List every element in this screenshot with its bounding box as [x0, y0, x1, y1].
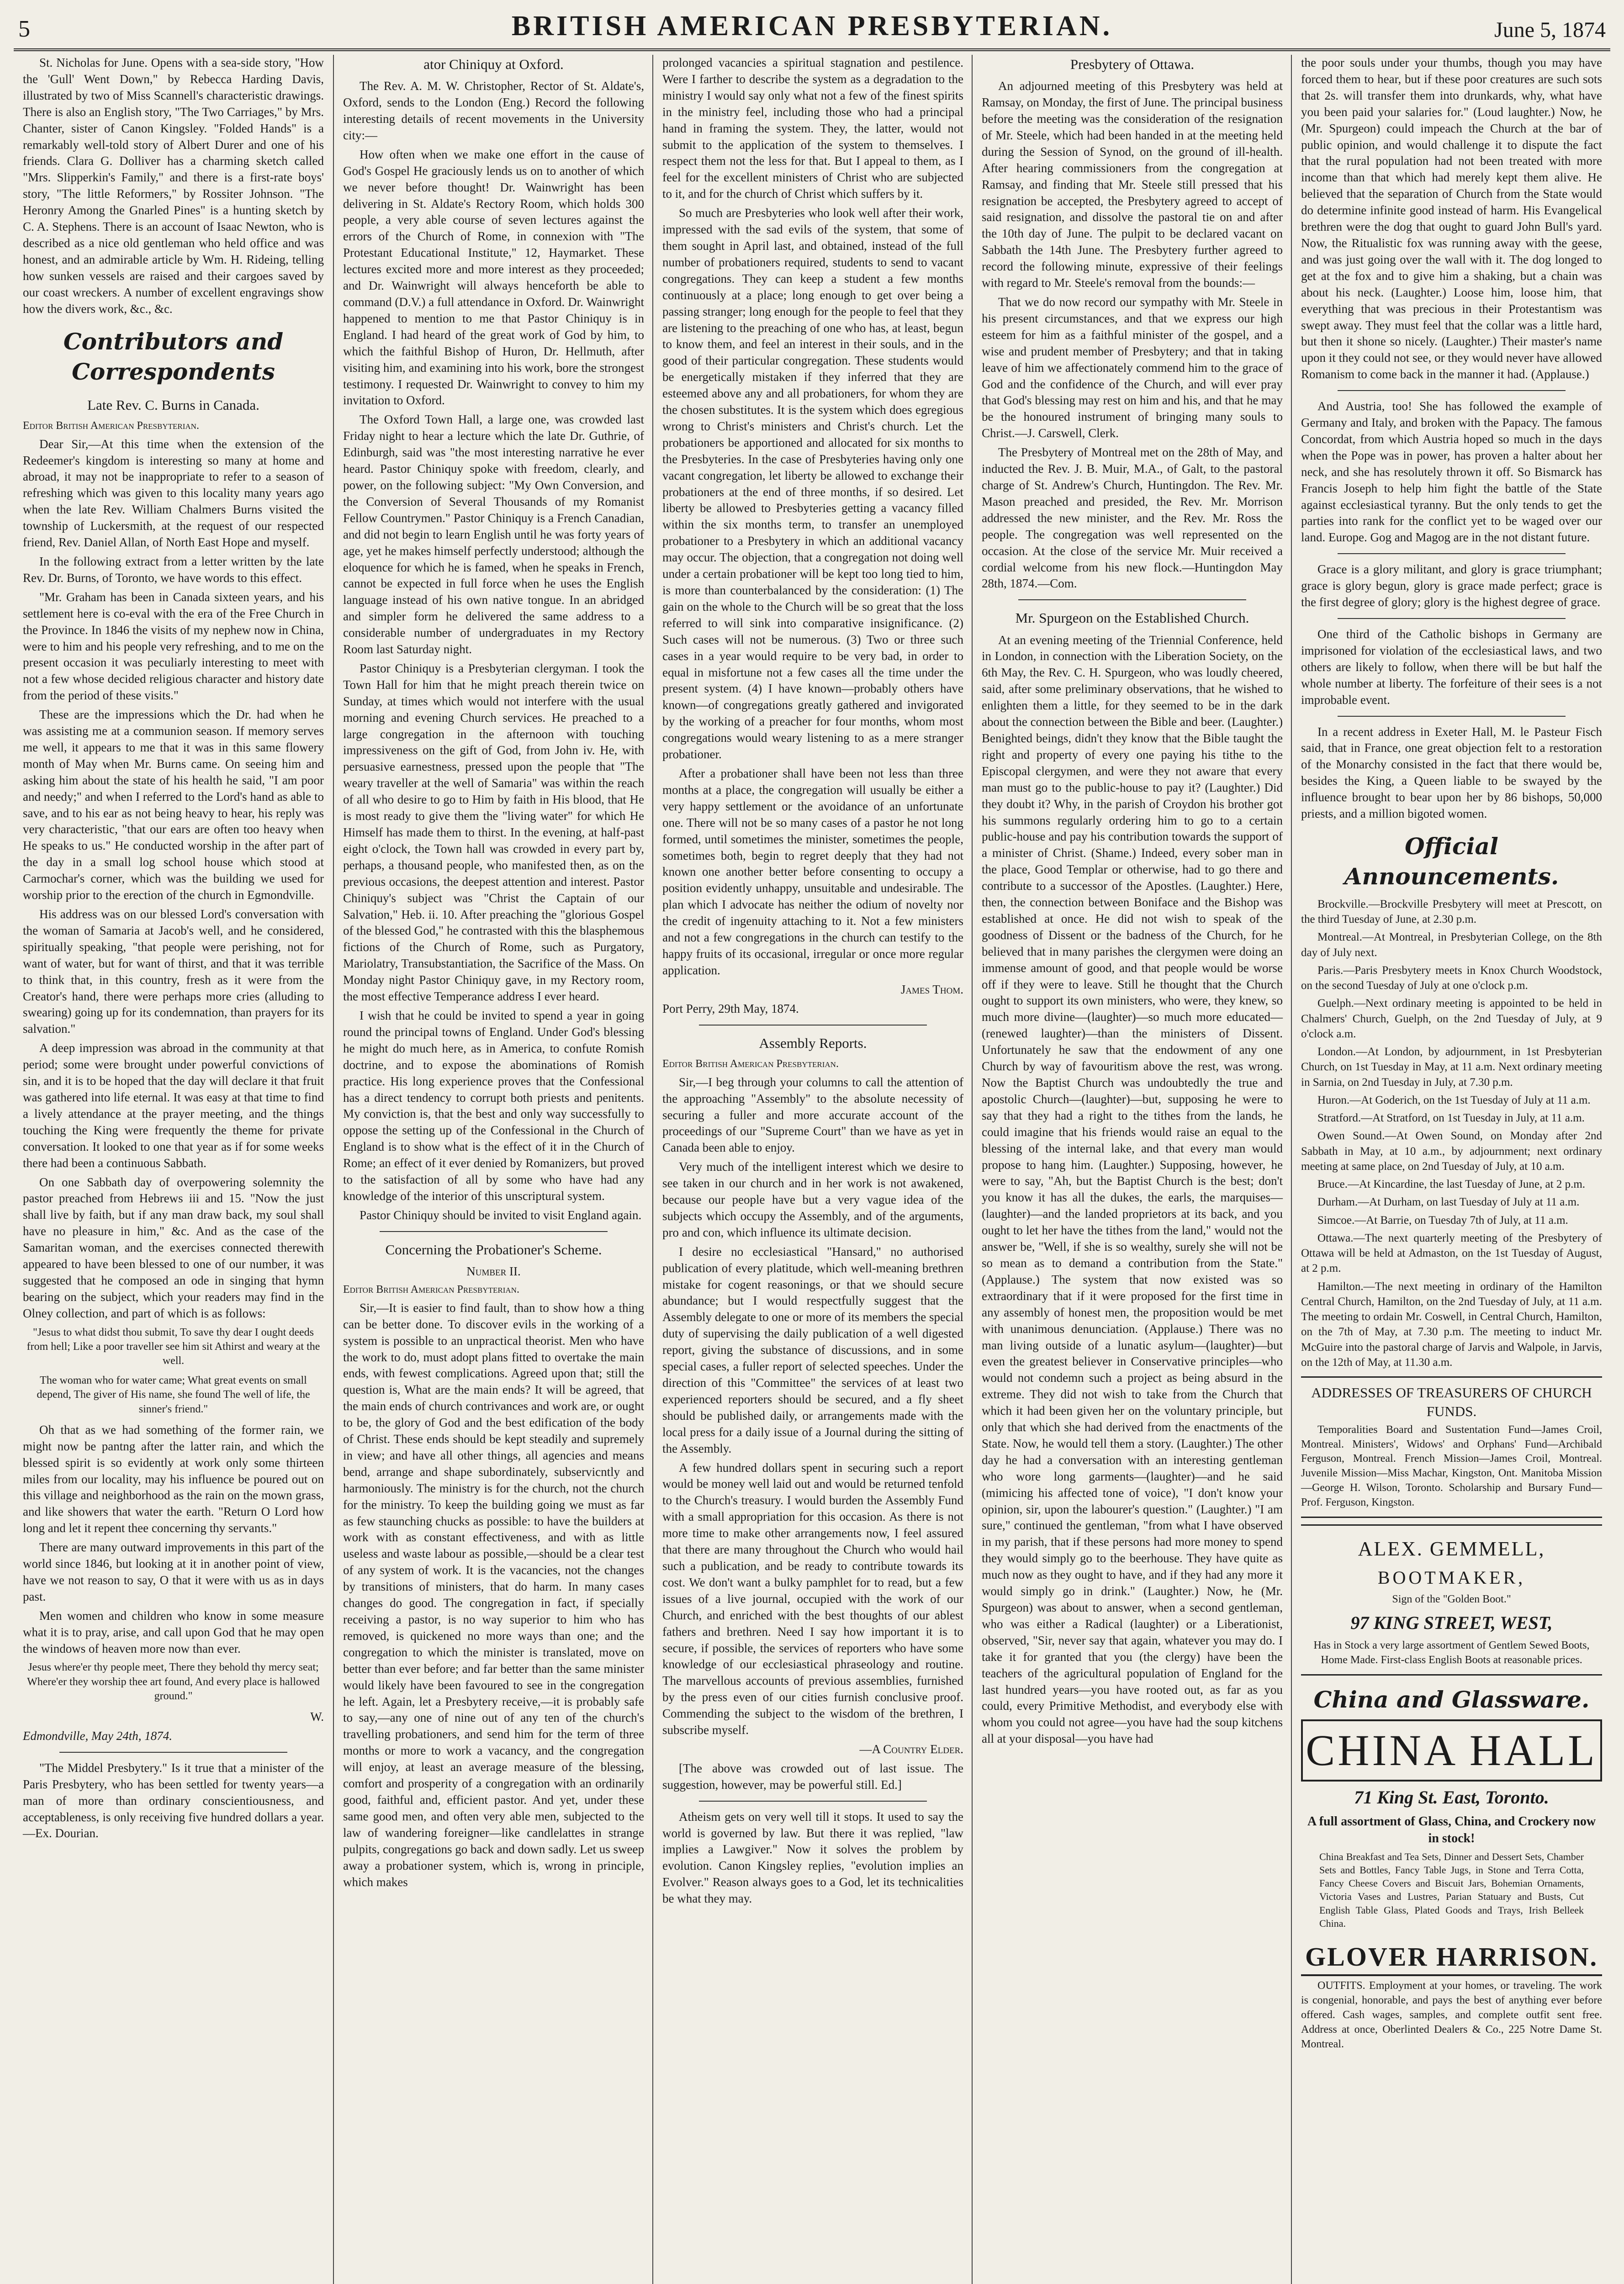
divider [1018, 599, 1246, 600]
announcement-item: Huron.—At Goderich, on the 1st Tuesday of July at 11 a.m. [1317, 1094, 1591, 1106]
announcement-item: Ottawa.—The next quarterly meeting of the Presbytery of Ottawa will be held at Admaston, on the 1st Tuesday of August, at 2 p.m. [1301, 1232, 1602, 1275]
paragraph: Oh that as we had something of the former rain, we might now be pantng after the latter rain, and which the blessed spirit is so evidently at work only some thirteen miles from our locality, may his influence be poured out on this village and neighborhood as the rain on the mown grass, and like showers that water the earth. "Return O Lord how long and let it repent thee concerning thy servants." [23, 1422, 324, 1535]
announcement-item: Simcoe.—At Barrie, on Tuesday 7th of July, at 11 a.m. [1317, 1214, 1568, 1227]
paragraph: Pastor Chiniquy is a Presbyterian clergyman. I took the Town Hall for him that he might preach therein twice on Sunday, at times which would not interfere with the usual morning and evening Church services. He preached to a large congregation in the afternoon with touching impressiveness on the gift of God, from John iv. He, with persuasive earnestness, pressed upon the people that "The weary traveller at the well of Samaria" was within the reach of all who desire to go to Him by faith in His blood, that He is most ready to give them the "living water" for which He Himself has made them to thirst. In the evening, at half-past eight o'clock, the Town hall was crowded in every part by, perhaps, a thousand people, who manifested then, as on the previous occasions, the deepest attention and interest. Pastor Chiniquy's subject was "Christ the Captain of our Salvation," Heb. ii. 10. After preaching the "glorious Gospel of the blessed God," he contrasted with this the blasphemous fictions of the Church of Rome, such as Purgatory, Mariolatry, Transubstantiation, the Sacrifice of the Mass. On Monday night Pastor Chiniquy gave, in my Rectory room, the most effective Temperance address I ever heard. [343, 661, 644, 1004]
column-3 [652, 55, 973, 2284]
announcement-item: Brockville.—Brockville Presbytery will meet at Prescott, on the third Tuesday of June, at 2.30 p.m. [1301, 898, 1602, 926]
divider [1338, 716, 1566, 717]
advert-text: Has in Stock a very large assortment of Gentlem Sewed Boots, Home Made. First-class English Boots at reasonable prices. [1313, 1639, 1590, 1666]
advert-china-address: 71 King St. East, Toronto. [1354, 1787, 1549, 1808]
paragraph: And Austria, too! She has followed the example of Germany and Italy, and broken with the Papacy. The famous Concordat, from which Austria hoped so much in the days when the Pope was in power, has proven a halter about her neck, and she has resolutely thrown it off. So Bismarck has Francis Joseph to help him fight the battle of the State against ecclesiastical tyranny. But the only tends to get the parties into rank for the conflict yet to be waged over our land. Europe. Gog and Magog are in the not distant future. [1301, 399, 1602, 545]
paragraph: So much are Presbyteries who look well after their work, impressed with the sad evils of the system, that some of them sought in April last, and obtained, instead of the full number of probationers required, students to send to vacant congregations. They can keep a student a few months continuously at a place; long enough to get over being a passing stranger; long enough for the people to feel that they are listening to the preaching of one who has, at least, begun to know them, and feel an interest in their souls, and in the good of their particular congregation. These students would be energetically mistaken if they inferred that they are esteemed above any and all probationers, for whom they are the chosen substitutes. It is the system which does egregious wrong to Christ's ministers and Christ's church. Let the probationers be apportioned and allocated for six months to the Presbyteries. In the case of Presbyteries having only one vacant congregation, let liberty be allowed to exchange their probationers at the end of three months, if so desired. Let liberty be allowed to Presbyteries getting a vacancy filled within the six months term, to transfer an unemployed probationer to a Presbytery in which an additional vacancy may occur. The objection, that a congregation not doing well under a certain probationer will be kept too long tied to him, is more than counterbalanced by the consideration: (1) The gain on the whole to the Church will be so great that the loss referred to will sink into comparative insignificance. (2) Such cases will not be numerous. (3) Two or three such cases in a year would require to be very bad, in order to equal in misfortune not a few cases all the time under the present system. (4) I have known—probably others have known—of congregations greatly gathered and invigorated by the working of a preacher for four months, whom most congregations would weary listening to as a mere stranger probationer. [662, 206, 963, 761]
paragraph: The Presbytery of Montreal met on the 28th of May, and inducted the Rev. J. B. Muir, M.A., of Galt, to the pastoral charge of St. Andrew's Church, Huntingdon. The Rev. Mr. Mason preached and presided, the Rev. Mr. Morrison addressed the new minister, and the Rev. Mr. Ross the people. The congregation was well represented on the occasion. At the close of the service Mr. Muir received a cordial welcome from his new flock.—Huntingdon May 28th, 1874.—Com. [982, 445, 1283, 591]
announcement-item: Paris.—Paris Presbytery meets in Knox Church Woodstock, on the second Tuesday of July at one o'clock p.m. [1301, 964, 1602, 992]
advert-glover-harrison: GLOVER HARRISON. [1301, 1939, 1602, 1976]
paragraph: Dear Sir,—At this time when the extension of the Redeemer's kingdom is interesting so many at home and abroad, it may not be inappropriate to refer to a season of refreshing which was given to this locality many years ago when the late Rev. William Chalmers Burns visited the township of Luckersmith, at the request of our respected friend, Rev. Daniel Allan, of North East Hope and myself. [23, 437, 324, 550]
divider [1338, 618, 1566, 619]
advert-china-items: China Breakfast and Tea Sets, Dinner and Dessert Sets, Chamber Sets and Bottles, Fancy Table Jugs, in Stone and Terra Cotta, Fancy Cheese Covers and Biscuit Jars, Bohemian Ornaments, Victoria Vases and Lustres, Parian Statuary and Busts, Cut English Table Glass, Plated Goods and Trays, Irish Belleek China. [1319, 1850, 1584, 1929]
article-addressee: Editor British American Presbyterian. [23, 419, 199, 432]
issue-date: June 5, 1874 [1494, 18, 1606, 42]
paragraph: A deep impression was abroad in the community at that period; some were brought under powerful convictions of sin, and it is to be hoped that the day will declare it that fruit was gathered into life eternal. It was easy at that time to find a lively attendance at the prayer meeting, and the things touching the King were frequently the theme for private conversation. It looked to one that year as if for some weeks there had been a continuous Sabbath. [23, 1041, 324, 1170]
paragraph: "Mr. Graham has been in Canada sixteen years, and his settlement here is co-eval with the era of the Free Church in the Province. In 1846 the visits of my nephew now in China, were to him and his people very refreshing, and to me on the present occasion it was peculiarly interesting to meet with not a few whose decided religious character and history date from the period of these visits." [23, 590, 324, 703]
paragraph: One third of the Catholic bishops in Germany are imprisoned for violation of the ecclesiastical laws, and two others are likely to follow, when there will be but half the whole number at liberty. The forfeiture of their sees is a not improbable event. [1301, 627, 1602, 707]
treasurers-box [1301, 1376, 1602, 1518]
article-heading-burns: Late Rev. C. Burns in Canada. [87, 397, 259, 413]
paragraph: In the following extract from a letter written by the late Rev. Dr. Burns, of Toronto, we have words to this effect. [23, 554, 324, 585]
paragraph: His address was on our blessed Lord's conversation with the woman of Samaria at Jacob's well, and he considered, spiritually speaking, "that people were perishing, not for want of water, but for want of thirst, and that it was terrible to think that, in this country, fresh as it were from the Creator's hand, there were perhaps more cries (alluding to swearing) going up for its condemnation, than prayers for its salvation." [23, 907, 324, 1036]
paragraph: Sir,—It is easier to find fault, than to show how a thing can be better done. To discover evils in the working of a system is possible to an unpractical theorist. Men who have the work to do, must adopt plans fitted to overtake the main ends, with fewest complications. Agreed upon that; still the question is, What are the main ends? It will be agreed, that the main ends of church contrivances and work are, or ought to be, the glory of God and the best edification of the body of Christ. These ends should be kept steadily and supremely in view; and have all other things, all agencies and means bend, arrange and shape subordinately, subservicntly and harmoniously. The ministry is for the church, not the church for the ministry. To keep the building going we must as far as few staunching chucks as possible: to have the builders at work with as constant effectiveness, and with as little useless and waste labour as possible,—should be a clear test of any system of work. It is the vacancies, not the changes by transitions of ministers, that do harm. In many cases changes do good. The congregation in fact, if specially receiving a pastor, is no way superior to him who has removed, is quickened no more ways than one; and the congregation to which the minister is translated, move on better than ever before; and far better than the same minister would likely have been favoured to see in the congregation he left. Again, let a Presbytery receive,—it is probably safe to say,—any one of nine out of any ten of the church's travelling probationers, and send him for the term of three months or more to work a vacancy, and the congregation will enjoy, at least an average measure of the blessing, comfort and prosperity of a congregation with an ordinarily good, faithful and, efficient pastor. And yet, under these same good men, and often very able men, subjected to the law of wandering foreigner—like candlelattes in strange pulpits, congregations go back and down sadly. Let us sweep away a probationer system, which is, wrong in principle, which makes [343, 1301, 644, 1889]
masthead [14, 6, 1610, 51]
paragraph: On one Sabbath day of overpowering solemnity the pastor preached from Hebrews iii and 15. "Now the just shall live by faith, but if any man draw back, my soul shall have no pleasure in him," &c. And as the case of the Samaritan woman, and the exercises connected therewith appeared to have been blessed to one of our number, it was suggested that he composed an ode in singing that hymn bearing on the subject, which your readers may find in the Olney collection, and part of which is as follows: [23, 1175, 324, 1320]
column-5 [1291, 55, 1611, 2284]
columns [14, 55, 1610, 2284]
signature: James Thom. [900, 982, 963, 996]
hymn-verse: "Jesus to what didst thou submit, To save thy dear I ought deeds from hell; Like a poor traveller see him sit Athirst and weary at the well. [26, 1326, 320, 1367]
column-1 [14, 55, 333, 2284]
paragraph: An adjourned meeting of this Presbytery was held at Ramsay, on Monday, the first of June. The principal business before the meeting was the consideration of the resignation of Mr. Steele, which had been handed in at the meeting held during the Session of Synod, on the ground of ill-health. After hearing commissioners from the congregation at Ramsay, and finding that Mr. Steele still pressed that his resignation be accepted, the Presbytery agreed to accept of said resignation, and dissolve the pastoral tie on and after the 10th day of June. The pulpit to be declared vacant on Sabbath the 14th June. The Presbytery further agreed to record the following minute, expressive of their feelings with regard to Mr. Steele's removal from the bounds:— [982, 79, 1283, 290]
advert-address: 97 KING STREET, WEST, [1350, 1612, 1553, 1633]
article-heading-assembly: Assembly Reports. [759, 1035, 867, 1051]
hymn-verse: The woman who for water came; What great events on small depend, The giver of His name, she found The well of life, the sinner's friend." [37, 1375, 310, 1415]
column-4 [972, 55, 1292, 2284]
treasurers-heading: ADDRESSES OF TREASURERS OF CHURCH FUNDS. [1311, 1385, 1592, 1420]
section-heading-contributors: Contributors and Correspondents [63, 328, 284, 385]
paragraph: In a recent address in Exeter Hall, M. le Pasteur Fisch said, that in France, one great objection felt to a restoration of the Monarchy consisted in the fact that there would be, besides the King, a Queen liable to be swayed by the influence brought to bear upon her by 86 bishops, 50,000 priests, and a million bigoted women. [1301, 724, 1602, 821]
announcement-item: Durham.—At Durham, on last Tuesday of July at 11 a.m. [1317, 1196, 1580, 1209]
hymn-verse: Jesus where'er thy people meet, There they behold thy mercy seat; Where'er they worship thee art found, And every place is hallowed ground." [27, 1661, 320, 1702]
paragraph: The Rev. A. M. W. Christopher, Rector of St. Aldate's, Oxford, sends to the London (Eng.) Record the following interesting details of recent movements in the University city:— [343, 79, 644, 142]
article-heading-chiniquy: ator Chiniquy at Oxford. [423, 56, 564, 72]
dateline: Edmondville, May 24th, 1874. [23, 1729, 172, 1743]
article-number: Number II. [466, 1264, 521, 1278]
st-nicholas-notice: St. Nicholas for June. Opens with a sea-side story, "How the 'Gull' Went Down," by Rebecca Harding Davis, illustrated by two of Miss Scannell's characteristic drawings. There is also an English story, "The Two Carriages," by Mrs. Chanter, sister of Canon Kingsley. "Folded Hands" is a remarkably well-told story of Albert Durer and one of his friends. Clara G. Dolliver has a charming sketch called "Mrs. Slipperkin's Family," and there is a first-rate boys' story, "The little Reformers," by Rossiter Johnson. "The Heronry Among the Gnarled Pines" is a hunting sketch by C. A. Stephens. There is an account of Isaac Newton, who is described as a nice old gentleman who held office and was honest, and an admirable article by Wm. H. Rideing, telling how sunken vessels are raised and their cargoes saved by our coast wreckers. A number of excellent engravings show how the divers work, &c., &c. [23, 56, 324, 316]
paragraph: I wish that he could be invited to spend a year in going round the principal towns of England. Under God's blessing he might do much here, as in America, to confute Romish doctrine, and to expose the abominations of Romish practice. His long experience proves that the Confessional has a direct tendency to corrupt both priests and penitents. My conviction is, that the best and only way successfully to oppose the setting up of the Confessional in the Church of England is to show what is the effect of it in the Church of Rome; an effect of it ever denied by Romanizers, but proved to the satisfaction of all by some who have had any knowledge of the interior of this unscriptural system. [343, 1008, 644, 1203]
paragraph: That we do now record our sympathy with Mr. Steele in his present circumstances, and that we express our high esteem for him as a faithful minister of the gospel, and a wise and prudent member of Presbytery; and that in taking leave of him we affectionately commend him to the grace of God and the confidence of the Church, and will ever pray that God's blessing may rest on him and his, and that he may be the honoured instrument of bringing many souls to Christ.—J. Carswell, Clerk. [982, 295, 1283, 440]
divider [1338, 390, 1566, 391]
column-2 [333, 55, 653, 2284]
paragraph: How often when we make one effort in the cause of God's Gospel He graciously lends us on to another of which we never before thought! Dr. Wainwright has been delivering in St. Aldate's Rectory Room, which holds 300 people, a very able course of seven lectures against the errors of the Church of Rome, in connexion with "The Protestant Educational Institute," 12, Haymarket. These lectures excited more and more interest as they proceeded; and Dr. Wainwright will always henceforth be able to command (D.V.) a full attendance in Oxford. Dr. Wainwright happened to mention to me that Pastor Chiniquy is in England. I had heard of the great work of God by him, to which the faithful Bishop of Huron, Dr. Hellmuth, after visiting him, and examining into his work, bore the strongest testimony. I requested Dr. Wainwright to convey to him my invitation to Oxford. [343, 147, 644, 407]
section-heading-china: China and Glassware. [1313, 1686, 1590, 1713]
divider [699, 1025, 927, 1026]
advert-name: ALEX. GEMMELL, [1358, 1538, 1545, 1560]
paragraph: prolonged vacancies a spiritual stagnation and pestilence. Were I farther to describe the system as a degradation to the ministry I would say only what not a few of the finest spirits in the ministry feel, including those who had a principal hand in framing the system. They, the latter, would not submit to the application of the system to themselves. I respect them not the less for that. But I appeal to them, as I feel for the excellent ministers of Christ who are subjected to it, and for the church of Christ which suffers by it. [662, 56, 963, 201]
article-heading-spurgeon: Mr. Spurgeon on the Established Church. [1015, 610, 1249, 626]
paragraph: Men women and children who know in some measure what it is to pray, arise, and call upon God that he may open the windows of heaven more now than ever. [23, 1608, 324, 1655]
announcements-list [1301, 897, 1602, 1370]
announcement-item: Guelph.—Next ordinary meeting is appointed to be held in Chalmers' Church, Guelph, on the 2nd Tuesday of July, at 9 o'clock a.m. [1301, 997, 1602, 1040]
section-heading-official: Official Announcements. [1344, 832, 1559, 890]
paragraph: "The Middel Presbytery." Is it true that a minister of the Paris Presbytery, who has been settled for twenty years—a man of more than ordinary conscientiousness, and acceptableness, is only receiving five hundred dollars a year.—Ex. Dourian. [23, 1761, 324, 1840]
announcement-item: Bruce.—At Kincardine, the last Tuesday of June, at 2 p.m. [1317, 1178, 1586, 1191]
announcement-item: Hamilton.—The next meeting in ordinary of the Hamilton Central Church, Hamilton, on the 2nd Tuesday of July, at 11 a.m. The meeting to ordain Mr. Coswell, in Central Church, Hamilton, on the 7th of May, at 7.30 p.m. The meeting to induct Mr. McGuire into the pastoral charge of Jarvis and Walpole, in Jarvis, on the 12th of May, at 11.30 a.m. [1301, 1280, 1602, 1369]
treasurers-list: Temporalities Board and Sustentation Fund—James Croil, Montreal. Ministers', Widows' and Orphans' Fund—Archibald Ferguson, Montreal. French Mission—James Croil, Montreal. Juvenile Mission—Miss Machar, Kingston, Ont. Manitoba Mission—George H. Wilson, Toronto. Scholarship and Bursary Fund—Prof. Ferguson, Kingston. [1301, 1423, 1602, 1509]
paragraph: Pastor Chiniquy should be invited to visit England again. [360, 1208, 642, 1222]
paragraph: Very much of the intelligent interest which we desire to see taken in our church and in her work is not awakened, because our people have but a very vague idea of the subjects which occupy the Assembly, and of the arguments, pro and con, which influence its ultimate decision. [662, 1160, 963, 1239]
paragraph: A few hundred dollars spent in securing such a report would be money well laid out and would be returned tenfold to the Church's treasury. I would burden the Assembly Fund with a small appropriation for this occasion. As there is not more time to make other arrangements now, I feel assured that there are many throughout the Church who would hail such a publication, and be ready to contribute towards its cost. We don't want a bulky pamphlet for to read, but a few issues of a live journal, occupied with the work of our Church, and enriched with the best thoughts of our ablest fathers and brethren. Need I say how important it is to secure, if possible, the services of reporters who have some knowledge of our ecclesiastical phraseology and routine. The marvellous accounts of previous assemblies, furnished by the press even of our cities furnish conclusive proof. Commending the subject to the wisdom of the brethren, I subscribe myself. [662, 1460, 963, 1737]
announcement-item: Montreal.—At Montreal, in Presbyterian College, on the 8th day of July next. [1301, 931, 1602, 959]
advert-china-hall: CHINA HALL [1301, 1719, 1602, 1782]
article-heading-probationers: Concerning the Probationer's Scheme. [385, 1241, 602, 1258]
page-number: 5 [18, 16, 30, 42]
advert-trade: BOOTMAKER, [1377, 1567, 1526, 1588]
paragraph: Grace is a glory militant, and glory is grace triumphant; grace is glory begun, glory is grace made perfect; grace is the first degree of glory; glory is the highest degree of grace. [1301, 562, 1602, 609]
divider [380, 1231, 608, 1232]
editor-note: [The above was crowded out of last issue. The suggestion, however, may be powerful still. Ed.] [662, 1761, 963, 1792]
divider [1338, 553, 1566, 554]
paragraph: At an evening meeting of the Triennial Conference, held in London, in connection with the Liberation Society, on the 6th May, the Rev. C. H. Spurgeon, who was loudly cheered, said, after some preliminary observations, that he wished to enlighten them a little, for they seemed to be in the dark about the connection between the Bible and beer. (Laughter.) Benighted beings, didn't they know that the Bible taught the right and property of every one paying his tithe to the Episcopal clergymen, and were they not aware that every man must go to the public-house to pay it? (Laughter.) Did they doubt it? Why, in the parish of Croydon his brother got his summons regularly ordering him to go to a certain public-house and pay his contribution towards the support of a minister of Christ. (Shame.) Indeed, every sober man in the place, Good Templar or otherwise, had to go there and contribute to a successor of the Apostles. (Laughter.) Here, then, the connection between Boniface and the Bishop was established at once. He did not wish to speak of the goodness of Dissent or the badness of the Church, for he believed that in many parishes the clergymen were doing an immense amount of good, and that people would be worse off if they were to leave. Still he thought that the Church ought to support its own ministers, who were, they knew, so much more divine—(laughter)—so much more educated—(renewed laughter)—than the ministers of Dissent. Unfortunately he saw that the endowment of any one Church by way of favouritism above the rest, was wrong. Now the Baptist Church was undoubtedly the true and apostolic Church—(laughter)—but, supposing he were to say that they had a right to the tithes from the lands, he could imagine that his friends would raise an equal to the blessing of the internal lake, and that every man would propose to hang him. (Laughter.) Supposing, however, he were to say, "Ah, but the Baptist Church is the best; don't you know it has all the dukes, the earls, the marquises—(laughter)—and the landed proprietors at its back, and you ought to let her have the tithes from the land," would not the answer be, "Well, if she is so wealthy, surely she will not be so mean as to demand a contribution from the State." (Applause.) The system that now existed was so extraordinary that if it were proposed for the first time in any assembly of honest men, the proposition would be met with unanimous denunciation. (Applause.) There was no man living outside of a lunatic asylum—(laughter)—but even the greatest believer in Conservative principles—who would not condemn such a project as being absurd in the extreme. They did not wish to take from the Church that which it had been given her on the voluntary principle, but only that which she had derived from the enactments of the State. Now, he would tell them a story. (Laughter.) The other day he had a conversation with an interesting gentleman who wore long garments—(laughter)—and he said (mimicing his affected tone of voice), "I don't know your opinion, sir, upon the labourer's question." (Laughter.) "I am sure," continued the gentleman, "from what I have observed in my parish, that if these persons had more money to spend they would simply go to the beerhouse. They have quite as much now as they ought to have, and if they had any more it would simply go in drink." (Laughter.) Now, he (Mr. Spurgeon) was about to answer, when a second gentleman, who was either a Radical (laughter) or a Liberationist, observed, "Sir, never say that again, whatever you may do. I take it for granted that you (the clergy) have been the teachers of the agricultural population of England for the last hundred years—you have rooted out, as far as you could, every Primitive Methodist, and everybody else with whom you could not agree—you have had the soup kitchens all at your disposal—you have had [982, 633, 1283, 1746]
announcement-item: Stratford.—At Stratford, on 1st Tuesday in July, at 11 a.m. [1317, 1112, 1585, 1125]
advert-gemmell [1301, 1524, 1602, 1676]
paragraph: the poor souls under your thumbs, though you may have forced them to hear, but if these poor creatures are such sots that 2s. will transfer them into drunkards, why, what have you been paid your salaries for." (Loud laughter.) Now, he (Mr. Spurgeon) could impeach the Church at the bar of public opinion, and would challenge it to dispute the fact that the rural population had not been treated with more income than that which had merely kept them alive. He believed that the separation of Church from the State would do determine infinite good instead of harm. His Evangelical brethren were the dog that ought to guard John Bull's yard. Now, the Ritualistic fox was running away with the geese, and was just going over the wall with it. The dog longed to get at the fox and to give him a shaking, but a chain was about his neck. (Laughter.) Loose him, loose him, that everything that was precious in their Protestantism was swept away. They must feel that the collar was a little hard, but then it shone so nicely. (Laughter.) Their master's name upon it they could not see, or they would never have allowed Romanism to come back in the manner it had. (Applause.) [1301, 56, 1602, 381]
dateline: Port Perry, 29th May, 1874. [662, 1001, 799, 1015]
paragraph: These are the impressions which the Dr. had when he was assisting me at a communion season. If memory serves me well, it appears to me that it was in this same flowery month of May when Mr. Burns came. On seeing him and asking him about the state of his health he said, "I am poor and needy;" and when I referred to the Lord's hand as able to save, and to his ear as not being heavy to hear, his reply was very characteristic, "that our ears are often too heavy when He speaks to us." He conducted worship in the after part of the day in a small log school house which stood at Carmochar's corner, which was the building we used for worship prior to the erection of the church in Egmondville. [23, 708, 324, 902]
advert-sign: Sign of the "Golden Boot." [1392, 1593, 1511, 1605]
announcement-item: London.—At London, by adjournment, in 1st Presbyterian Church, on 1st Tuesday in May, at 11 a.m. Next ordinary meeting in Sarnia, on 2nd Tuesday in July, at 7.30 p.m. [1301, 1046, 1602, 1089]
article-addressee: Editor British American Presbyterian. [343, 1283, 519, 1295]
paragraph: I desire no ecclesiastical "Hansard," no authorised publication of every platitude, which well-meaning brethren mistake for cogent reasonings, or that we should secure abundance; but I would respectfully suggest that the Assembly delegate to one or more of its members the special duty of supervising the daily publication of a well digested report, giving the substance of discussions, and in some special cases, a fuller report of selected speeches. Under the direction of this "Committee" the services of at least two experienced reporters should be secured, and a fly sheet should be published daily, or arrangements made with the local press for a daily issue of a Journal during the sitting of the Assembly. [662, 1244, 963, 1455]
paragraph: The Oxford Town Hall, a large one, was crowded last Friday night to hear a lecture which the late Dr. Guthrie, of Edinburgh, said was "the most interesting narrative he ever heard. Pastor Chiniquy spoke with freedom, clearly, and power, on the following subject: "My Own Conversion, and the Conversion of Several Thousands of my Romanist Fellow Countrymen." Pastor Chiniquy is a French Canadian, and did not begin to learn English until he was forty years of age, yet he makes himself perfectly understood; although the eloquence for which he is famed, when he speaks in French, cannot be expected in full force when he uses the English language instead of his own native tongue. In an abridged and simpler form he delivered the same address to a considerable number of undergraduates in my Rectory Room last Saturday night. [343, 412, 644, 656]
article-heading-ottawa: Presbytery of Ottawa. [1070, 56, 1195, 72]
advert-outfits: OUTFITS. Employment at your homes, or traveling. The work is congenial, honorable, and pays the best of anything ever before offered. Cash wages, samples, and complete outfit sent free. Address at once, Oberlinted Dealers & Co., 225 Notre Dame St. Montreal. [1301, 1980, 1602, 2050]
paragraph: Atheism gets on very well till it stops. It used to say the world is governed by law. But there it was replied, "law implies a Lawgiver." Now it solves the problem by evolution. Canon Kingsley replies, "evolution implies an Evolver." Reason always goes to a God, let its technicalities be what they may. [662, 1809, 963, 1906]
paragraph: Sir,—I beg through your columns to call the attention of the approaching "Assembly" to the absolute necessity of securing a fuller and more accurate account of the proceedings of our "Supreme Court" than we have as yet in Canada been able to enjoy. [662, 1075, 963, 1155]
signature: W. [310, 1710, 324, 1724]
paragraph: After a probationer shall have been not less than three months at a place, the congregation will usually be either a very happy settlement or the avoidance of an unfortunate one. There will not be so many cases of a pastor he not long formed, until sometimes the minister, sometimes the people, sometimes both, begin to regret deeply that they had not known one another better before consenting to occupy a position evidently unhappy, unsuitable and undesirable. The plan which I advocate has neither the odium of novelty nor the credit of ingenuity attaching to it. Not a few ministers and not a few congregations in the church can testify to the happy fruits of its occasional, irregular or once more regular application. [662, 766, 963, 977]
paragraph: There are many outward improvements in this part of the world since 1846, but looking at it in another point of view, have we not reason to say, O that it were with us as in days past. [23, 1540, 324, 1603]
announcement-item: Owen Sound.—At Owen Sound, on Monday after 2nd Sabbath in May, at 10 a.m., by adjournment; next ordinary meeting at same place, on 2nd Tuesday of July, at 10 a.m. [1301, 1130, 1602, 1173]
article-addressee: Editor British American Presbyterian. [662, 1057, 839, 1070]
signature: —A Country Elder. [859, 1742, 963, 1756]
divider [699, 1801, 927, 1802]
advert-china-line: A full assortment of Glass, China, and Crockery now in stock! [1307, 1814, 1596, 1846]
newspaper-title: BRITISH AMERICAN PRESBYTERIAN. [511, 11, 1113, 42]
divider [59, 1752, 287, 1753]
